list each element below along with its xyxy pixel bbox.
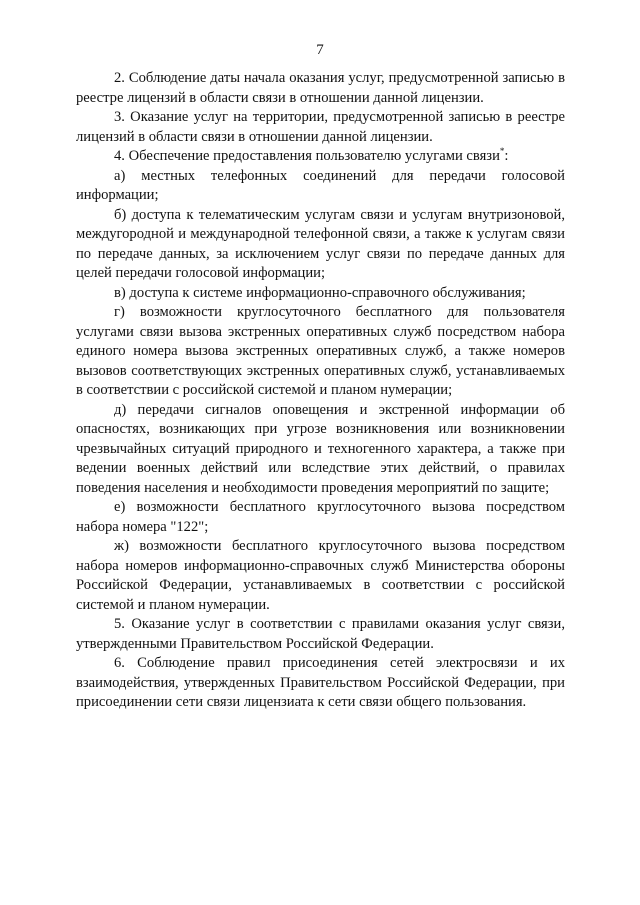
document-body (76, 69, 565, 713)
paragraph-4-colon: : (504, 148, 509, 164)
footnote-marker: * (499, 146, 505, 157)
paragraph-3: 3. Оказание услуг на территории, предусмотренной записью в реестре лицензий в области связи в отношении данной лицензии. (76, 109, 565, 145)
paragraph-5: 5. Оказание услуг в соответствии с правилами оказания услуг связи, утвержденными Правительством Российской Федерации. (76, 616, 565, 652)
subitem-zh: ж) возможности бесплатного круглосуточного вызова посредством набора номеров информационно-справочных служб Министерства обороны Российской Федерации, устанавливаемых в соответствии с российской системой и планом нумерации. (76, 538, 565, 613)
subitem-b: б) доступа к телематическим услугам связи и услугам внутризоновой, междугородной и международной телефонной связи, а также к услугам связи по передаче данных, за исключением услуг связи по передаче данных для целей передачи голосовой информации; (76, 206, 565, 281)
page-number: 7 (316, 42, 324, 58)
paragraph-6: 6. Соблюдение правил присоединения сетей электросвязи и их взаимодействия, утвержденных Правительством Российской Федерации, при присоединении сети связи лицензиата к сети связи общего пользования. (76, 655, 565, 710)
subitem-g: г) возможности круглосуточного бесплатного для пользователя услугами связи вызова экстренных оперативных служб посредством набора единого номера вызова экстренных оперативных служб, а также номеров вызовов соответствующих экстренных оперативных служб, устанавливаемых в соответствии с российской системой и планом нумерации; (76, 304, 565, 398)
subitem-a: а) местных телефонных соединений для передачи голосовой информации; (76, 167, 565, 203)
subitem-d: д) передачи сигналов оповещения и экстренной информации об опасностях, возникающих при угрозе возникновения или возникновении чрезвычайных ситуаций природного и техногенного характера, а также при ведении военных действий или вследствие этих действий, о правилах поведения населения и необходимости проведения мероприятий по защите; (76, 401, 565, 496)
paragraph-2: 2. Соблюдение даты начала оказания услуг, предусмотренной записью в реестре лицензий в области связи в отношении данной лицензии. (76, 70, 565, 106)
paragraph-4-text: 4. Обеспечение предоставления пользователю услугами связи (114, 148, 500, 164)
paragraph-4 (76, 147, 565, 167)
subitem-v: в) доступа к системе информационно-справочного обслуживания; (114, 284, 526, 301)
subitem-e: е) возможности бесплатного круглосуточного вызова посредством набора номера "122"; (76, 499, 565, 535)
